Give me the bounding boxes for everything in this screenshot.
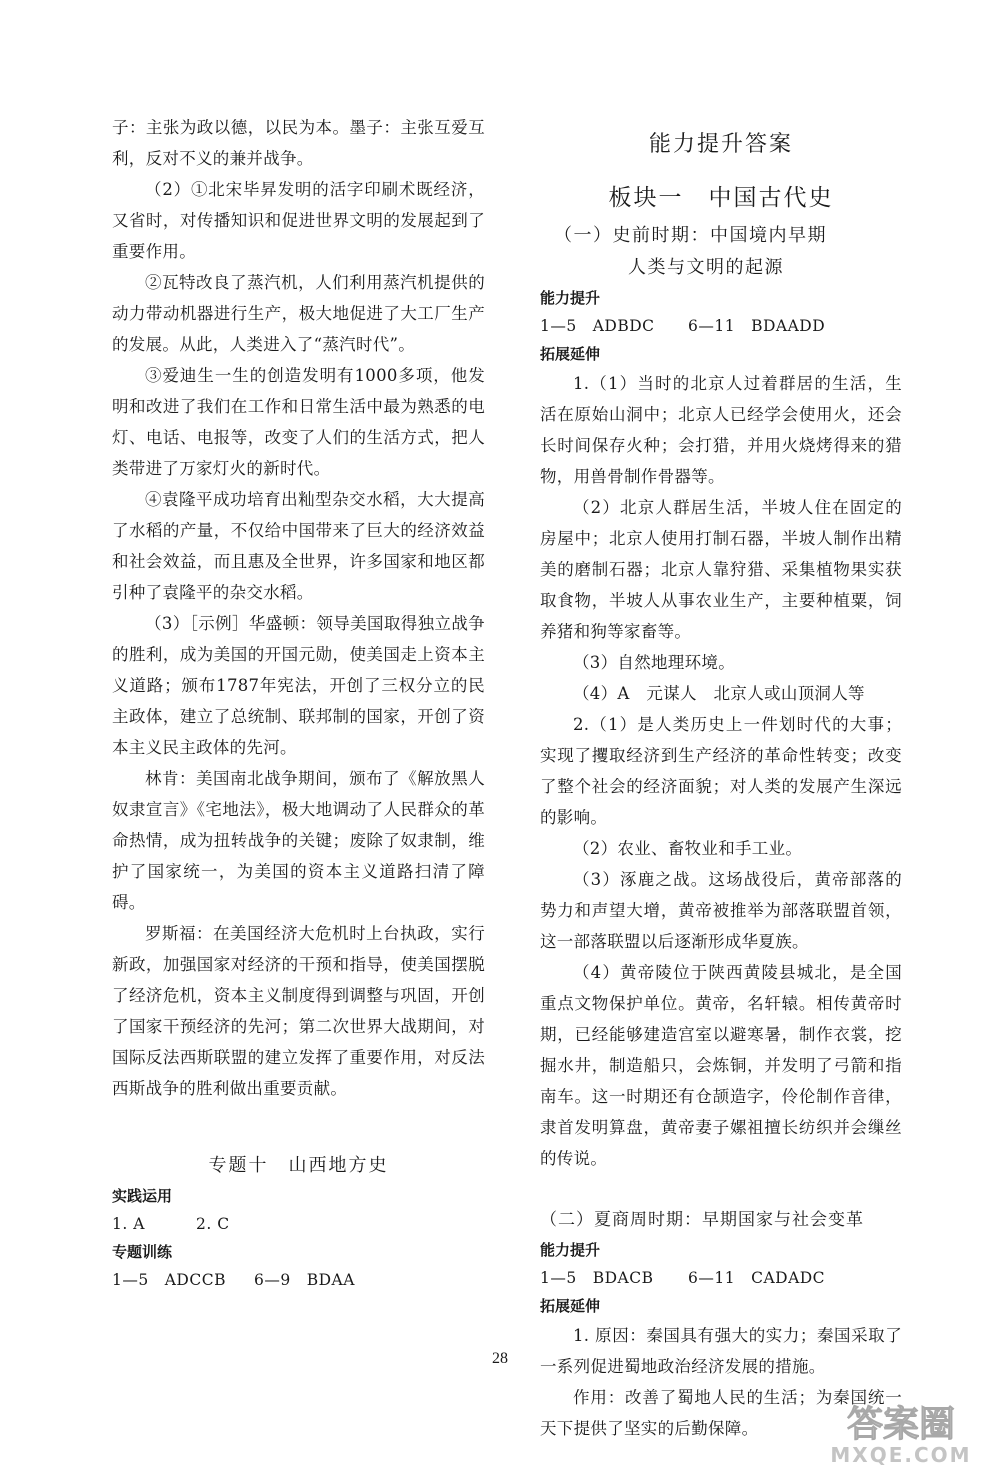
right-column bbox=[540, 128, 902, 1444]
page-title: 能力提升答案 bbox=[648, 132, 793, 157]
block-heading: 板块一 中国古代史 bbox=[608, 185, 834, 211]
paragraph: （4）A 元谋人 北京人或山顶洞人等 bbox=[573, 684, 865, 703]
paragraph: 2.（1）是人类历史上一件划时代的大事；实现了攫取经济到生产经济的革命性转变；改变了整个社会的经济面貌；对人类的发展产生深远的影响。 bbox=[540, 715, 902, 827]
answer-line bbox=[540, 312, 902, 340]
section-label: 拓展延伸 bbox=[540, 1297, 601, 1315]
section-label: 实践运用 bbox=[112, 1187, 173, 1205]
paragraph: 罗斯福：在美国经济大危机时上台执政，实行新政，加强国家对经济的干预和指导，使美国摆脱了经济危机，资本主义制度得到调整与巩固，开创了国家干预经济的先河；第二次世界大战期间，对国际反法西斯联盟的建立发挥了重要作用，对反法西斯战争的胜利做出重要贡献。 bbox=[112, 924, 485, 1098]
section-title: （二）夏商周时期：早期国家与社会变革 bbox=[540, 1210, 864, 1230]
section-label: 能力提升 bbox=[540, 1241, 601, 1259]
paragraph: （2）农业、畜牧业和手工业。 bbox=[573, 839, 803, 858]
watermark-title: 答案圈 bbox=[846, 1404, 956, 1445]
answer-item: 2. C bbox=[196, 1215, 230, 1233]
answer-item: 6—9 BDAA bbox=[254, 1271, 355, 1289]
paragraph: （3）［示例］华盛顿：领导美国取得独立战争的胜利，成为美国的开国元勋，使美国走上资本主义道路；颁布1787年宪法，开创了三权分立的民主政体，建立了总统制、联邦制的国家，开创了资本主义民主政体的先河。 bbox=[112, 614, 485, 757]
paragraph: （2）北京人群居生活，半坡人住在固定的房屋中；北京人使用打制石器，半坡人制作出精美的磨制石器；北京人靠狩猎、采集植物果实获取食物，半坡人从事农业生产，主要种植粟，饲养猪和狗等家畜等。 bbox=[540, 498, 902, 641]
answer-item: 1—5 ADBDC bbox=[540, 317, 655, 335]
paragraph: （4）黄帝陵位于陕西黄陵县城北，是全国重点文物保护单位。黄帝，名轩辕。相传黄帝时期，已经能够建造宫室以避寒暑，制作衣裳，挖掘水井，制造船只，会炼铜，并发明了弓箭和指南车。这一时期还有仓颉造字，伶伦制作音律，隶首发明算盘，黄帝妻子嫘祖擅长纺织并会缫丝的传说。 bbox=[540, 963, 902, 1168]
answer-line bbox=[112, 1266, 485, 1294]
section-label: 拓展延伸 bbox=[540, 345, 601, 363]
answer-item: 6—11 BDAADD bbox=[688, 317, 826, 335]
paragraph: ③爱迪生一生的创造发明有1000多项，他发明和改进了我们在工作和日常生活中最为熟悉的电灯、电话、电报等，改变了人们的生活方式，把人类带进了万家灯火的新时代。 bbox=[112, 366, 485, 478]
paragraph: 林肯：美国南北战争期间，颁布了《解放黑人奴隶宣言》《宅地法》，极大地调动了人民群众的革命热情，成为扭转战争的关键；废除了奴隶制，维护了国家统一，为美国的资本主义道路扫清了障碍。 bbox=[112, 769, 485, 912]
paragraph: ④袁隆平成功培育出籼型杂交水稻，大大提高了水稻的产量，不仅给中国带来了巨大的经济效益和社会效益，而且惠及全世界，许多国家和地区都引种了袁隆平的杂交水稻。 bbox=[112, 490, 485, 602]
answer-line bbox=[112, 1210, 485, 1238]
paragraph: （3）自然地理环境。 bbox=[573, 653, 735, 672]
paragraph: （2）①北宋毕昇发明的活字印刷术既经济，又省时，对传播知识和促进世界文明的发展起到了重要作用。 bbox=[112, 180, 485, 261]
answer-item: 1. A bbox=[112, 1215, 145, 1233]
answer-item: 1—5 ADCCB bbox=[112, 1271, 226, 1289]
left-column bbox=[112, 112, 485, 1294]
section-title: （一）史前时期：中国境内早期 bbox=[554, 225, 827, 246]
page-number: 28 bbox=[492, 1350, 508, 1367]
answer-item: 1—5 BDACB bbox=[540, 1269, 654, 1287]
answer-item: 6—11 CADADC bbox=[688, 1269, 826, 1287]
paragraph: 作用：改善了蜀地人民的生活；为秦国统一天下提供了坚实的后勤保障。 bbox=[540, 1388, 902, 1438]
topic-heading: 专题十 山西地方史 bbox=[208, 1155, 389, 1176]
section-label: 能力提升 bbox=[540, 289, 601, 307]
paragraph: ②瓦特改良了蒸汽机，人们利用蒸汽机提供的动力带动机器进行生产，极大地促进了大工厂生产的发展。从此，人类进入了“蒸汽时代”。 bbox=[112, 273, 485, 354]
paragraph: （3）涿鹿之战。这场战役后，黄帝部落的势力和声望大增，黄帝被推举为部落联盟首领，这一部落联盟以后逐渐形成华夏族。 bbox=[540, 870, 902, 951]
paragraph: 1.（1）当时的北京人过着群居的生活，生活在原始山洞中；北京人已经学会使用火，还会长时间保存火种；会打猎，并用火烧烤得来的猎物，用兽骨制作骨器等。 bbox=[540, 374, 902, 486]
watermark-logo bbox=[810, 1398, 992, 1468]
answer-line bbox=[540, 1264, 902, 1292]
paragraph: 子：主张为政以德，以民为本。墨子：主张互爱互利，反对不义的兼并战争。 bbox=[112, 118, 485, 168]
section-title: 人类与文明的起源 bbox=[628, 257, 784, 278]
section-label: 专题训练 bbox=[112, 1243, 173, 1261]
watermark-url: MXQE.COM bbox=[830, 1443, 972, 1467]
paragraph: 1. 原因：秦国具有强大的实力；秦国采取了一系列促进蜀地政治经济发展的措施。 bbox=[540, 1326, 902, 1376]
